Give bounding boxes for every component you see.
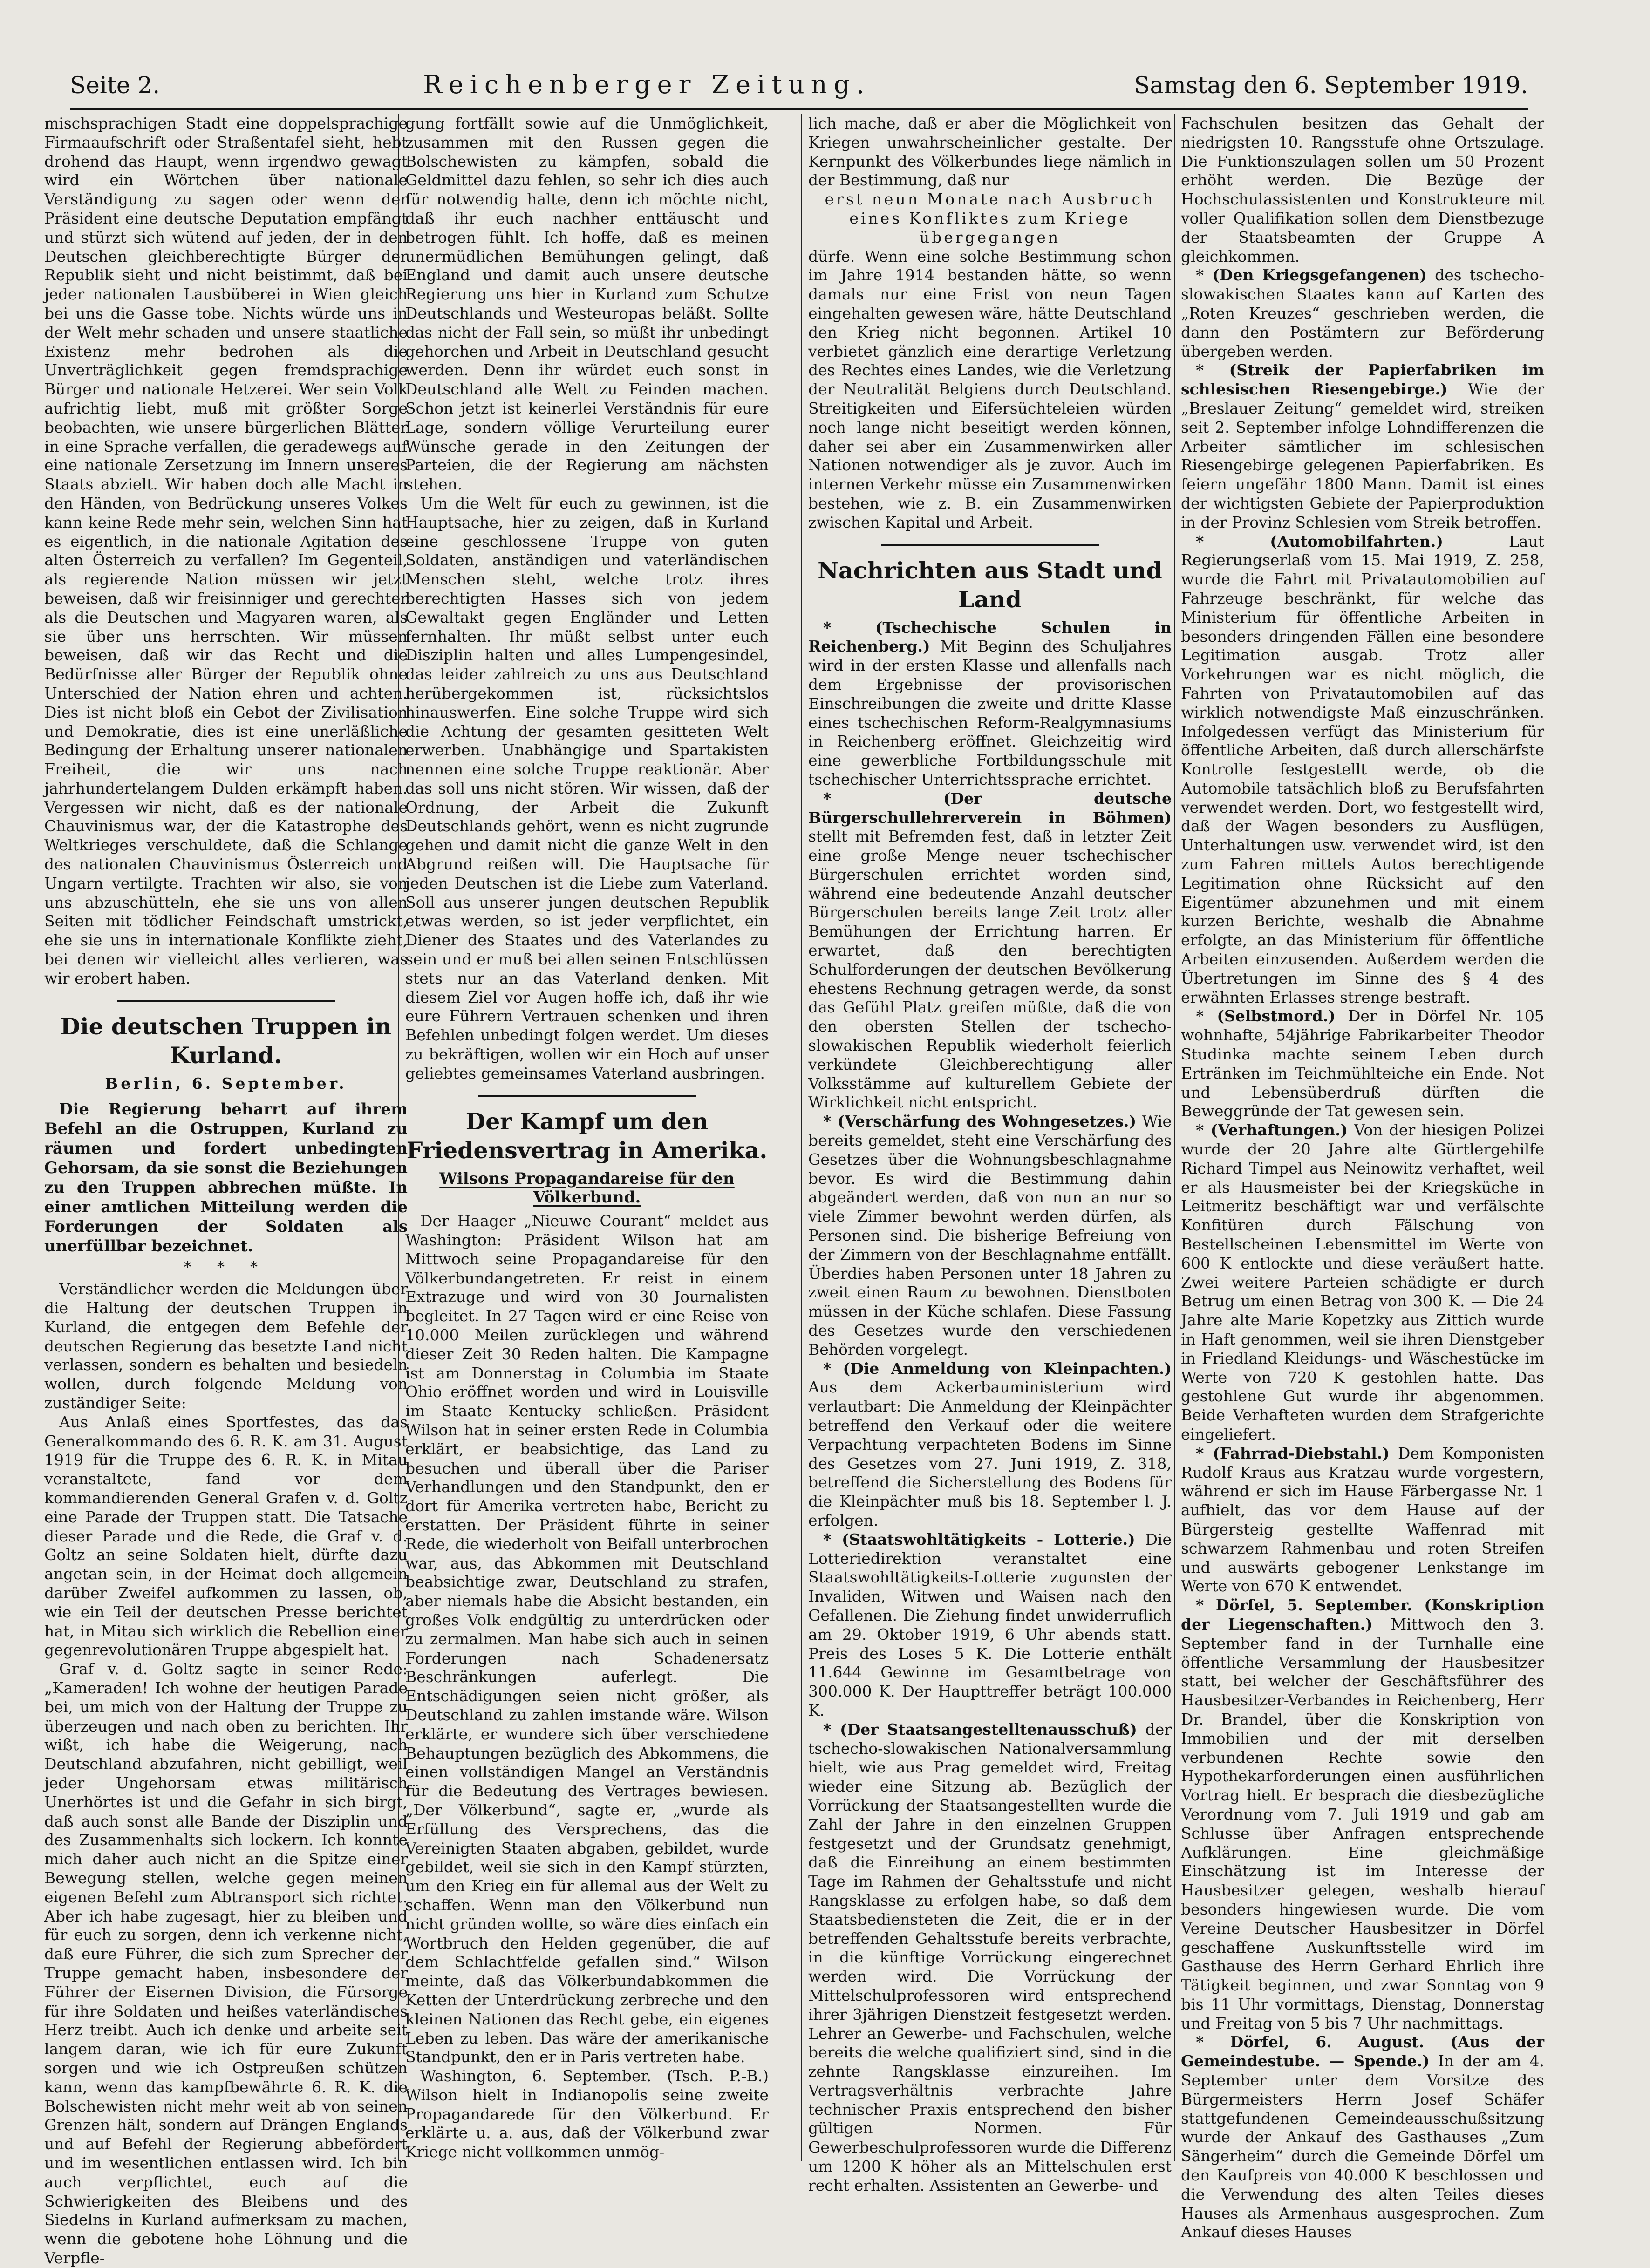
news-item [1181, 266, 1544, 361]
news-item [808, 1530, 1172, 1720]
masthead [70, 70, 1528, 102]
news-item [1181, 532, 1544, 1007]
article-text: Fachschulen besitzen das Gehalt der niedrigsten 10. Rangsstufe ohne Ortszulage. Die Funktionszulagen sollen um 50 Prozent erhöht werden. Die Bezüge der Hochschulassistenten und Konstrukteure mit voller Qualifikation sollen dem Dienstbezuge der Staatsbeamten der Gruppe A gleichkommen. [1181, 114, 1544, 265]
news-item-head: * (Tschechische Schulen in Reichenberg.) [808, 618, 1172, 656]
separator-stars: * * * [184, 1258, 268, 1277]
news-item-head: * Dörfel, 5. September. (Konskription der Liegenschaften.) [1181, 1596, 1544, 1633]
news-item [1181, 1596, 1544, 2033]
news-item [808, 1359, 1172, 1530]
news-item [808, 1720, 1172, 2195]
article-lead: Die Regierung beharrt auf ihrem Befehl an die Ostruppen, Kurland zu räumen und fordert unbedingten Gehorsam, da sie sonst die Beziehungen zu den Truppen abbrechen müßte. In einer amtlichen Mitteilung werden die Forderungen der Soldaten als unerfüllbar bezeichnet. [44, 1100, 408, 1256]
news-item-text: Aus dem Ackerbauministerium wird verlautbart: Die Anmeldung der Kleinpächter betreffend den Verkauf oder die weitere Verpachtung verpachteten Bodens im Sinne des Gesetzes vom 27. Juni 1919, Z. 318, betreffend die Sicherstellung des Bodens für die Kleinpächter muß bis 18. September l. J. erfolgen. [808, 1378, 1172, 1529]
news-item-text: der tschecho-slowakischen Nationalversammlung hielt, wie aus Prag gemeldet wird, Freitag wieder eine Sitzung ab. Bezüglich der Vorrückung der Staatsangestellten wurde die Zahl der Jahre in den einzelnen Gruppen festgesetzt und der Grundsatz genehmigt, daß die Einreihung an einem bestimmten Tage im Rahmen der Gehaltsstufe und nicht Rangsklasse zu erfolgen habe, so daß dem Staatsbediensteten die Zeit, die er in der betreffenden Gehaltsstufe bereits verbrachte, in die künftige Vorrückung eingerechnet werden wird. Die Vorrückung der Mittelschulprofessoren wird entsprechend ihrer 3jährigen Dienstzeit festgesetzt werden. Lehrer an Gewerbe- und Fachschulen, welche bereits die welche qualifiziert sind, sind in die zehnte Rangsklasse einzureihen. Im Vertragsverhältnis verbrachte Jahre technischer Praxis entsprechend den bisher gültigen Normen. Für Gewerbeschulprofessoren wurde die Differenz um 1200 K höher als an Mittelschulen erst recht erhalten. Assistenten an Gewerbe- und [808, 1720, 1172, 2194]
news-item [1181, 1121, 1544, 1444]
article-headline: Die deutschen Truppen in Kurland. [60, 1012, 392, 1069]
page-number: Seite 2. [70, 72, 160, 99]
article-emphasis: erst neun Monate nach Ausbruch eines Konfliktes zum Kriege übergegangen [825, 190, 1155, 246]
article-text: lich mache, daß er aber die Möglichkeit von Kriegen unwahrscheinlicher gestalte. Der Kernpunkt des Völkerbundes liege nämlich in der Bestimmung, daß nur [808, 114, 1172, 190]
article-text: dürfe. Wenn eine solche Bestimmung schon im Jahre 1914 bestanden hätte, so wenn damals nur eine Frist von neun Tagen eingehalten gewesen wäre, hätte Deutschland den Krieg nicht begonnen. Artikel 10 verbietet gänzlich eine derartige Verletzung des Rechtes eines Landes, wie die Verletzung der Neutralität Belgiens durch Deutschland. Streitigkeiten und Eifersüchteleien würden noch lange nicht beseitigt werden können, daher sei aber ein Zusammenwirken aller Nationen notwendiger als je zuvor. Auch im internen Verkehr müsse ein Zusammenwirken bestehen, wie z. B. ein Zusammenwirken zwischen Kapital und Arbeit. [808, 247, 1172, 531]
news-item-head: * (Den Kriegsgefangenen) [1196, 266, 1427, 285]
news-item [808, 789, 1172, 1113]
news-item-head: * (Streik der Papierfabriken im schlesischen Riesengebirge.) [1181, 361, 1544, 399]
issue-date: Samstag den 6. September 1919. [1134, 72, 1528, 99]
article-text: Verständlicher werden die Meldungen über die Haltung der deutschen Truppen in Kurland, die entgegen dem Befehle der deutschen Regierung das besetzte Land nicht verlassen, sondern es behalten und besiedeln wollen, durch folgende Meldung von zuständiger Seite: [44, 1280, 408, 1412]
news-item-text: Die Lotteriedirektion veranstaltet eine Staatswohltätigkeits-Lotterie zugunsten der Invaliden, Witwen und Waisen nach den Gefallenen. Die Ziehung findet unwiderruflich am 29. Oktober 1919, 6 Uhr abends statt. Preis des Loses 5 K. Die Lotterie enthält 11.644 Gewinne im Gesamtbetrage von 300.000 K. Der Haupttreffer beträgt 100.000 K. [808, 1530, 1172, 1719]
news-item-text: In der am 4. September unter dem Vorsitze des Bürgermeisters Herrn Josef Schäfer stattgefundenen Gemeindeausschußsitzung wurde der Ankauf des Gasthauses „Zum Sängerheim“ durch die Gemeinde Dörfel um den Kaufpreis von 40.000 K beschlossen und die Verwendung des alten Teiles dieses Hauses als Armenhaus ausgesprochen. Zum Ankauf dieses Hauses [1181, 2052, 1545, 2241]
news-item-head: * (Verhaftungen.) [1196, 1121, 1348, 1140]
section-headline: Nachrichten aus Stadt und Land [818, 557, 1162, 613]
news-item [1181, 1444, 1544, 1596]
section-divider [117, 1000, 335, 1002]
column-4 [1181, 114, 1544, 2242]
news-item-text: Mittwoch den 3. September fand in der Turnhalle eine öffentliche Versammlung der Hausbesitzer statt, bei welcher der Geschäftsführer des Hausbesitzer-Verbandes in Reichenberg, Herr Dr. Brandel, über die Konskription von Immobilien und der mit derselben verbundenen Rechte sowie den Hypothekarforderungen einen ausführlichen Vortrag hielt. Er besprach die diesbezügliche Verordnung vom 7. Juli 1919 und gab am Schlusse über Anfragen entsprechende Aufklärungen. Eine gleichmäßige Einschätzung ist im Interesse der Hausbesitzer gelegen, weshalb hierauf besonders hingewiesen wurde. Die vom Vereine Deutscher Hausbesitzer in Dörfel geschaffene Auskunftsstelle wird im Gasthause des Herrn Gerhard Ehrlich ihre Tätigkeit beginnen, und zwar Sonntag von 9 bis 11 Uhr vormittags, Dienstag, Donnerstag und Freitag von 5 bis 7 Uhr nachmittags. [1181, 1615, 1544, 2032]
news-item-text: Wie bereits gemeldet, steht eine Verschärfung des Gesetzes über die Wohnungsbeschlagnahme bevor. Es wird die Bestimmung dahin abgeändert werden, daß von nun an nur so viele Zimmer bewohnt werden dürfen, als Personen sind. Die bisherige Befreiung von der Zimmern von der Beschlagnahme entfällt. Überdies haben Personen unter 18 Jahren zu zweit einen Raum zu bewohnen. Dienstboten müssen in der Küche schlafen. Diese Fassung des Gesetzes wurde den verschiedenen Behörden vorgelegt. [808, 1112, 1172, 1358]
news-item-text: Wie der „Breslauer Zeitung“ gemeldet wird, streiken seit 2. September infolge Lohndifferenzen die Arbeiter sämtlicher im schlesischen Riesengebirge gelegenen Papierfabriken. Es feiern ungefähr 1800 Mann. Damit ist eines der wichtigsten Gebiete der Papierproduktion in der Provinz Schlesien vom Streik betroffen. [1181, 380, 1544, 531]
news-item-text: Laut Regierungserlaß vom 15. Mai 1919, Z. 258, wurde die Fahrt mit Privatautomobilien auf Fahrzeuge beschränkt, für welche das Ministerium für öffentliche Arbeiten in besonders dringenden Fällen eine besondere Legitimation ausgab. Trotz aller Vorkehrungen war es nicht möglich, die Fahrten von Privatautomobilen auf das wirklich notwendigste Maß einzuschränken. Infolgedessen verfügt das Ministerium für öffentliche Arbeiten, daß durch allerschärfste Kontrolle festgestellt werde, ob die Automobile tatsächlich bloß zu Berufsfahrten verwendet werden. Dort, wo festgestellt wird, daß der Wagen besonders zu Ausflügen, Unterhaltungen usw. verwendet wird, ist den zum Fahren mittels Autos berechtigende Legitimation ohne Rücksicht auf den Eigentümer abzunehmen und mit einem kurzen Berichte, weshalb die Abnahme erfolgte, an das Ministerium für öffentliche Arbeiten einzusenden. Außerdem werden die Übertretungen im Sinne des § 4 des erwähnten Erlasses strenge bestraft. [1181, 532, 1544, 1006]
column-1 [44, 114, 408, 2268]
news-item-head: * (Automobilfahrten.) [1196, 532, 1443, 550]
news-item-head: * Dörfel, 6. August. (Aus der Gemeindestube. — Spende.) [1181, 2033, 1544, 2071]
news-item [808, 1112, 1172, 1359]
news-item-head: * (Der Staatsangestelltenausschuß) [823, 1720, 1137, 1738]
news-item-head: * (Der deutsche Bürgerschullehrerverein in Böhmen) [808, 789, 1172, 827]
news-item-head: * (Staatswohltätigkeits - Lotterie.) [823, 1530, 1135, 1548]
news-item-head: * (Fahrrad-Diebstahl.) [1196, 1444, 1390, 1462]
news-item [1181, 1007, 1544, 1121]
article-text: gung fortfällt sowie auf die Unmöglichkeit, zusammen mit den Russen gegen die Bolschewisten zu kämpfen, sobald die Geldmittel dazu fehlen, so sehr ich dies auch für notwendig halte, denn ich möchte nicht, daß ihr euch nachher enttäuscht und betrogen fühlt. Ich hoffe, daß es meinen unermüdlichen Bemühungen gelingt, daß England und damit auch unsere deutsche Regierung uns hier in Kurland zum Schutze Deutschlands und Westeuropas beläßt. Sollte das nicht der Fall sein, so müßt ihr unbedingt gehorchen und Arbeit in Deutschland gesucht werden. Denn ihr würdet euch sonst in Deutschland alle Welt zu Feinden machen. Schon jetzt ist keinerlei Verständnis für eure Lage, sondern völlige Verurteilung eurer Wünsche gerade in den Zeitungen der Parteien, die der Regierung am nächsten stehen. [405, 114, 769, 494]
article-headline: Der Kampf um den Friedensvertrag in Amerika. [406, 1107, 768, 1164]
masthead-rule [70, 108, 1528, 110]
news-item-text: stellt mit Befremden fest, daß in letzter Zeit eine große Menge neuer tschechischer Bürgerschulen errichtet worden sind, während eine bedeutende Anzahl deutscher Bürgerschulen bereits lange Zeit trotz aller Bemühungen der Errichtung harren. Er erwartet, daß den berechtigten Schulforderungen der deutschen Bevölkerung ehestens Rechnung getragen werde, da sonst das Gefühl Platz greifen müßte, daß die von den obersten Stellen der tschecho-slowakischen Republik wiederholt feierlich verkündete Gleichberechtigung aller Volksstämme auf kulturellem Gebiete der Wirklichkeit nicht entspricht. [808, 827, 1172, 1112]
dateline: Berlin, 6. September. [105, 1074, 347, 1093]
news-item-head: * (Die Anmeldung von Kleinpachten.) [823, 1359, 1172, 1378]
column-divider [1174, 114, 1175, 2161]
news-item [1181, 361, 1544, 532]
news-item-head: * (Selbstmord.) [1196, 1007, 1336, 1025]
section-divider [881, 544, 1099, 546]
news-item-text: Von der hiesigen Polizei wurde der 20 Jahre alte Gürtlergehilfe Richard Timpel aus Neinowitz verhaftet, weil er als Hausmeister bei der Kriegsküche in Leitmeritz beschäftigt war und verfälschte Konfitüren durch Fälschung von Bestellscheinen Lebensmittel im Werte von 600 K entlockte und diese veräußert hatte. Zwei weitere Parteien schädigte er durch Betrug um einen Betrag von 300 K. — Die 24 Jahre alte Marie Kopetzky aus Zittich wurde in Haft genommen, weil sie ihren Dienstgeber in Friedland Kleidungs- und Wäschestücke im Werte von 720 K gestohlen hatte. Das gestohlene Gut wurde ihr abgenommen. Beide Verhafteten wurden dem Strafgerichte eingeliefert. [1181, 1121, 1544, 1443]
news-item-head: * (Verschärfung des Wohngesetzes.) [823, 1112, 1137, 1131]
news-item-text: Der in Dörfel Nr. 105 wohnhafte, 54jährige Fabrikarbeiter Theodor Studinka machte seinem Leben durch Ertränken im Teichmühlteiche ein Ende. Not und Lebensüberdruß dürften die Beweggründe der Tat gewesen sein. [1181, 1007, 1544, 1120]
newspaper-title: Reichenberger Zeitung. [423, 70, 871, 99]
article-subheadline: Wilsons Propagandareise für den Völkerbund. [439, 1169, 735, 1207]
column-divider [801, 114, 802, 2161]
article-text: Graf v. d. Goltz sagte in seiner Rede: „Kameraden! Ich wohne der heutigen Parade bei, um mich von der Haltung der Truppe zu überzeugen und nach oben zu berichten. Ihr wißt, ich habe die Weigerung, nach Deutschland abzufahren, nicht gebilligt, weil jeder Ungehorsam etwas militärisch Unerhörtes ist und die Gefahr in sich birgt, daß auch sonst alle Bande der Disziplin und des Zusammenhalts sich lockern. Ich konnte mich daher auch nicht an die Spitze einer Bewegung stellen, welche gegen meinen eigenen Befehl zum Abtransport sich richtet. Aber ich habe zugesagt, hier zu bleiben und für euch zu sorgen, denn ich verkenne nicht, daß eure Führer, die sich zum Sprecher der Truppe gemacht haben, insbesondere der Führer der Eisernen Division, die Fürsorge für ihre Soldaten und heißes vaterländisches Herz treibt. Auch ich denke und arbeite seit langem daran, wie ich für eure Zukunft sorgen und wie ich Ostpreußen schützen kann, wenn das kampfbewährte 6. R. K. die Bolschewisten nicht mehr weit ab von seinen Grenzen hält, sondern auf Drängen Englands und auf Befehl der Regierung abbefördert und im wesentlichen entlassen wird. Ich bin auch verpflichtet, euch auf die Schwierigkeiten des Bleibens und des Siedelns in Kurland aufmerksam zu machen, wenn die gebotene hohe Löhnung und die Verpfle- [44, 1660, 408, 2267]
article-text: Der Haager „Nieuwe Courant“ meldet aus Washington: Präsident Wilson hat am Mittwoch seine Propagandareise für den Völkerbundangetreten. Er reist in einem Extrazuge und wird von 30 Journalisten begleitet. In 27 Tagen wird er eine Reise von 10.000 Meilen zurücklegen und während dieser Zeit 30 Reden halten. Die Kampagne ist am Donnerstag in Columbia im Staate Ohio eröffnet worden und wird in Louisville im Staate Kentucky schließen. Präsident Wilson hat in seiner ersten Rede in Columbia erklärt, er beabsichtige, das Land zu besuchen und überall über die Pariser Verhandlungen und den Standpunkt, den er dort für Amerika vertreten habe, Bericht zu erstatten. Der Präsident führte in seiner Rede, die wiederholt von Beifall unterbrochen war, aus, das Abkommen mit Deutschland beabsichtige zwar, Deutschland zu strafen, aber niemals habe die Absicht bestanden, ein großes Volk endgültig zu unterdrücken oder zu zermalmen. Man habe sich auch in seinen Forderungen nach Schadenersatz Beschränkungen auferlegt. Die Entschädigungen seien nicht größer, als Deutschland zu zahlen imstande wäre. Wilson erklärte, er wundere sich über verschiedene Behauptungen bezüglich des Abkommens, die einen vollständigen Mangel an Verständnis für die Bedeutung des Vertrages bewiesen. „Der Völkerbund“, sagte er, „wurde als Erfüllung des Versprechens, das die Vereinigten Staaten abgaben, gebildet, wurde gebildet, weil sie sich in den Kampf stürzten, um den Krieg ein für allemal aus der Welt zu schaffen. Wenn man den Völkerbund nun nicht gründen wollte, so wäre dies einfach ein Wortbruch den Helden gegenüber, die auf dem Schlachtfelde gefallen sind.“ Wilson meinte, daß das Völkerbundabkommen die Ketten der Unterdrückung zerbreche und den kleinen Nationen das Recht gebe, ein eigenes Leben zu leben. Das wäre der amerikanische Standpunkt, den er in Paris vertreten habe. [405, 1212, 769, 2066]
article-text: mischsprachigen Stadt eine doppelsprachige Firmaaufschrift oder Straßentafel sieht, hebt drohend das Haupt, wenn irgendwo gewagt wird ein Wörtchen über nationale Verständigung zu sagen oder wenn der Präsident eine deutsche Deputation empfängt und stürzt sich wütend auf jeden, der in den Deutschen gleichberechtigte Bürger der Republik sieht und nicht beistimmt, daß bei jeder nationalen Lausbüberei in Wien gleich bei uns die Gasse tobe. Nichts würde uns in der Welt mehr schaden und unsere staatliche Existenz mehr bedrohen als die Unverträglichkeit gegen fremdsprachige Bürger und nationale Hetzerei. Wer sein Volk aufrichtig liebt, muß mit größter Sorge beobachten, wie unsere bürgerlichen Blätter in eine Sprache verfallen, die geradewegs auf eine nationale Zersetzung im Innern unseres Staats abzielt. Wir haben doch alle Macht in den Händen, von Bedrückung unseres Volkes kann keine Rede mehr sein, welchen Sinn hat es eigentlich, in die nationale Agitation des alten Österreich zu verfallen? Im Gegenteil, als regierende Nation müssen wir jetzt beweisen, daß wir freisinniger und gerechter als die Deutschen und Magyaren waren, als sie über uns herrschten. Wir müssen beweisen, daß wir das Recht und die Bedürfnisse aller Bürger der Republik ohne Unterschied der Nation ehren und achten. Dies ist nicht bloß ein Gebot der Zivilisation und Demokratie, dies ist eine unerläßliche Bedingung der Erhaltung unserer nationalen Freiheit, die wir uns nach jahrhundertelangem Dulden erkämpft haben. Vergessen wir nicht, daß es der nationale Chauvinismus war, der die Katastrophe des Weltkrieges verschuldete, daß die Schlange des nationalen Chauvinismus Österreich und Ungarn vertilgte. Trachten wir also, sie von uns abzuschütteln, ehe sie uns von allen Seiten mit tödlicher Feindschaft umstrickt, ehe sie uns in internationale Konflikte zieht, bei denen wir vielleicht alles verlieren, was wir erobert haben. [44, 114, 408, 987]
article-text: Um die Welt für euch zu gewinnen, ist die Hauptsache, hier zu zeigen, daß in Kurland eine geschlossene Truppe von guten Soldaten, anständigen und vaterländischen Menschen steht, welche trotz ihres berechtigten Hasses sich von jedem Gewaltakt gegen Engländer und Letten fernhalten. Ihr müßt selbst unter euch Disziplin halten und alles Lumpengesindel, das leider zahlreich zu uns aus Deutschland herübergekommen ist, rücksichtslos hinauswerfen. Eine solche Truppe wird sich die Achtung der gesamten gesitteten Welt erwerben. Unabhängige und Spartakisten nennen eine solche Truppe reaktionär. Aber das soll uns nicht stören. Wir wissen, daß der Ordnung, der Arbeit die Zukunft Deutschlands gehört, wenn es nicht zugrunde gehen und damit nicht die ganze Welt in den Abgrund reißen will. Die Hauptsache für jeden Deutschen ist die Liebe zum Vaterland. Soll aus unserer jungen deutschen Republik etwas werden, so ist jeder verpflichtet, ein Diener des Staates und des Vaterlandes zu sein und er muß bei allen seinen Entschlüssen stets nur an das Vaterland denken. Mit diesem Ziel vor Augen hoffe ich, daß ihr wie eure Führern Vertrauen schenken und ihren Befehlen unbedingt folgen werdet. Um dieses zu bekräftigen, wollen wir ein Hoch auf unser geliebtes gemeinsames Vaterland ausbringen. [405, 494, 769, 1082]
news-item-text: des tschecho-slowakischen Staates kann auf Karten des „Roten Kreuzes“ geschrieben werden, die dann den Postämtern zur Beförderung übergeben werden. [1181, 266, 1544, 360]
column-2 [405, 114, 769, 2162]
article-text: Aus Anlaß eines Sportfestes, das das Generalkommando des 6. R. K. am 31. August 1919 für die Truppe des 6. R. K. in Mitau veranstaltete, fand vor dem kommandierenden General Grafen v. d. Goltz eine Parade der Truppen statt. Die Tatsache dieser Parade und die Rede, die Graf v. d. Goltz an seine Soldaten hielt, dürfte dazu angetan sein, in der Heimat doch allgemein darüber Zweifel aufkommen zu lassen, ob, wie ein Teil der deutschen Presse berichtet hat, in Mitau sich wirklich die Rebellion einer gegenrevolutionären Truppe abgespielt hat. [44, 1412, 408, 1659]
news-item-text: Mit Beginn des Schuljahres wird in der ersten Klasse und allenfalls nach dem Ergebnisse der provisorischen Einschreibungen die zweite und dritte Klasse eines tschechischen Reform-Realgymnasiums in Reichenberg eröffnet. Gleichzeitig wird eine gewerbliche Fortbildungsschule mit tschechischer Unterrichtssprache errichtet. [808, 637, 1172, 788]
news-item-text: Dem Komponisten Rudolf Kraus aus Kratzau wurde vorgestern, während er sich im Hause Färbergasse Nr. 1 aufhielt, das vor dem Hause auf der Bürgersteig gestellte Waffenrad mit schwarzem Rahmenbau und roten Streifen und auswärts gebogener Lenkstange im Werte von 670 K entwendet. [1181, 1444, 1545, 1596]
news-item [808, 618, 1172, 789]
news-item [1181, 2033, 1544, 2242]
section-divider [478, 1095, 696, 1097]
column-3 [808, 114, 1172, 2195]
article-text: Washington, 6. September. (Tsch. P.-B.) Wilson hielt in Indianopolis seine zweite Propagandarede für den Völkerbund. Er erklärte u. a. aus, daß der Völkerbund zwar Kriege nicht vollkommen unmög- [405, 2067, 769, 2161]
